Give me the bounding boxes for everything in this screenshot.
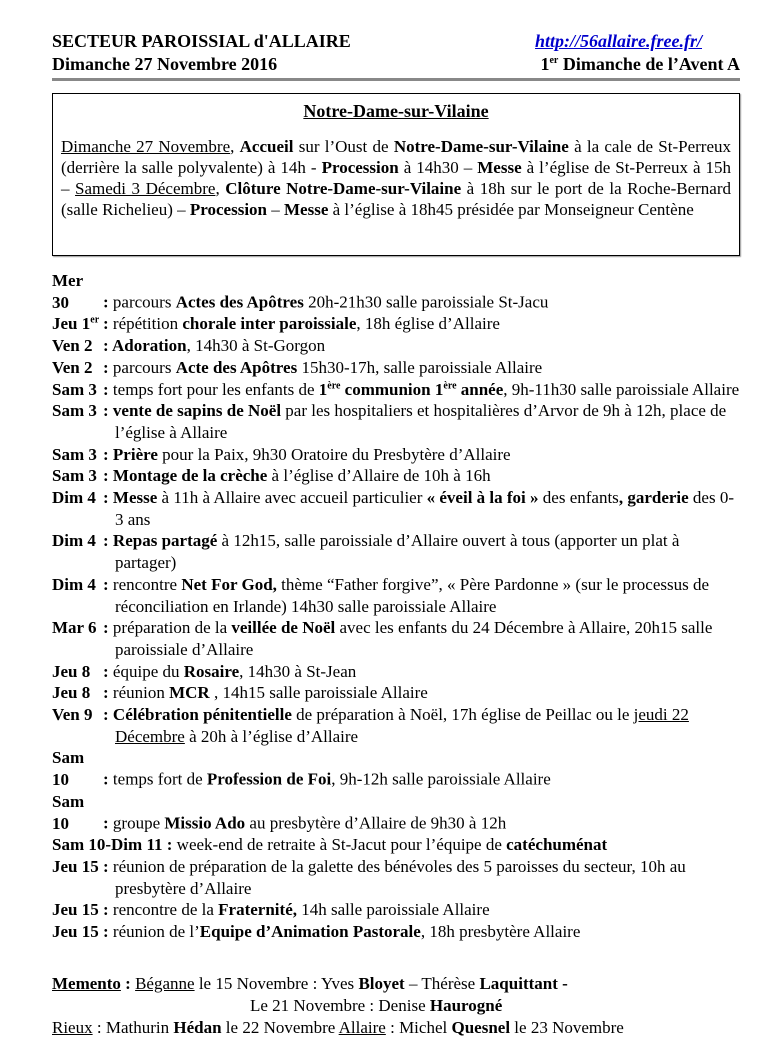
- text-segment: Procession: [189, 200, 267, 219]
- text-segment: Profession de Foi: [206, 770, 332, 790]
- text-segment: Allaire: [338, 1017, 386, 1037]
- text-segment: année: [456, 379, 504, 399]
- entry-day: [52, 444, 103, 466]
- entry-day: [52, 899, 103, 921]
- entry-day-text: Sam 3: [52, 444, 97, 464]
- text-segment: parcours: [112, 292, 176, 312]
- text-segment: Clôture Notre-Dame-sur-Vilaine: [225, 179, 462, 198]
- entry-day-text: Jeu 15: [52, 922, 99, 942]
- schedule-entry: [52, 682, 740, 704]
- separator: :: [103, 574, 113, 594]
- entry-day: [52, 921, 103, 943]
- text-segment: Adoration: [111, 336, 187, 356]
- text-segment: préparation de la: [112, 618, 232, 638]
- separator: :: [103, 813, 113, 833]
- schedule-entry: [52, 444, 740, 466]
- text-segment: , 18h presbytère Allaire: [420, 922, 581, 942]
- entry-day: [52, 357, 103, 379]
- text-segment: à la cale de St-Perreux (derrière la salle polyvalente) à 14h -: [61, 137, 732, 177]
- entry-day-text: Jeu 15: [52, 900, 99, 920]
- text-segment: à 11h à Allaire avec accueil particulier: [157, 488, 427, 508]
- text-segment: parcours: [112, 357, 176, 377]
- text-segment: ,: [618, 488, 624, 508]
- schedule-entry: [52, 400, 740, 443]
- entry-day-text: Jeu 15: [52, 856, 99, 876]
- separator: :: [103, 661, 113, 681]
- separator: :: [103, 922, 113, 942]
- text-segment: ère: [443, 379, 457, 391]
- text-segment: , 9h-11h30 salle paroissiale Allaire: [503, 379, 740, 399]
- text-segment: à l’église à 18h45 présidée par Monseigneur Centène: [328, 200, 694, 219]
- separator: :: [103, 705, 113, 725]
- text-segment: :: [120, 973, 136, 993]
- entry-day-text: Ven 2: [52, 336, 93, 356]
- text-segment: au presbytère d’Allaire de 9h30 à 12h: [245, 813, 507, 833]
- entry-day-text: Sam 10: [52, 791, 85, 833]
- notre-dame-sur-vilaine-box: [52, 93, 740, 256]
- text-segment: Net For God,: [181, 574, 277, 594]
- text-segment: Montage de la crèche: [112, 466, 268, 486]
- text-segment: –: [267, 200, 284, 219]
- schedule-entry: [52, 617, 740, 660]
- text-segment: veillée de Noël: [231, 618, 336, 638]
- text-segment: , 9h-12h salle paroissiale Allaire: [331, 770, 551, 790]
- text-segment: week-end de retraite à St-Jacut pour l’équipe de: [176, 835, 507, 855]
- entry-day: [52, 747, 103, 790]
- entry-day-text: Dim 4: [52, 531, 96, 551]
- ordinal-number: 1: [540, 54, 550, 74]
- text-segment: le 15 Novembre : Yves: [194, 973, 359, 993]
- text-segment: garderie: [627, 488, 689, 508]
- text-segment: Equipe d’Animation Pastorale: [199, 922, 421, 942]
- website-link[interactable]: http://56allaire.free.fr/: [535, 31, 702, 51]
- text-segment: Quesnel: [451, 1017, 511, 1037]
- text-segment: Samedi 3 Décembre: [75, 179, 216, 198]
- entry-day: [52, 617, 103, 639]
- text-segment: Hédan: [173, 1017, 222, 1037]
- text-segment: Repas partagé: [112, 531, 218, 551]
- text-segment: Fraternité,: [218, 900, 297, 920]
- entry-day: [52, 574, 103, 596]
- text-segment: à 12h15, salle paroissiale d’Allaire ouvert à tous (apporter un plat à partager): [115, 531, 680, 573]
- schedule-entry: [52, 465, 740, 487]
- separator: :: [103, 466, 113, 486]
- entry-day: [52, 270, 103, 313]
- entry-day-text: Jeu 1: [52, 314, 91, 334]
- schedule-entry: [52, 747, 740, 790]
- separator: :: [103, 401, 113, 421]
- text-segment: communion 1: [340, 379, 444, 399]
- schedule-entry: [52, 704, 740, 747]
- text-segment: 15h30-17h, salle paroissiale Allaire: [297, 357, 543, 377]
- entry-day: [52, 335, 103, 357]
- text-segment: réunion de l’: [112, 922, 200, 942]
- schedule-entry: [52, 530, 740, 573]
- entry-day-text: Sam 10: [52, 748, 85, 790]
- schedule-list: [52, 270, 740, 943]
- entry-day: [52, 704, 103, 726]
- text-segment: Accueil: [239, 137, 294, 156]
- schedule-entry: [52, 791, 740, 834]
- memento-line: [52, 1017, 740, 1039]
- text-segment: : Michel: [385, 1017, 452, 1037]
- entry-day-text: Mar 6: [52, 618, 97, 638]
- text-segment: , 14h30 à St-Gorgon: [186, 336, 326, 356]
- text-segment: Actes des Apôtres: [175, 292, 304, 312]
- schedule-entry: [52, 313, 740, 335]
- schedule-entry: [52, 856, 740, 899]
- separator: :: [103, 314, 113, 334]
- text-segment: de préparation à Noël, 17h église de Peillac ou le: [291, 705, 634, 725]
- text-segment: temps fort pour les enfants de: [112, 379, 319, 399]
- text-segment: rencontre de la: [112, 900, 219, 920]
- separator: :: [103, 444, 113, 464]
- entry-day: [52, 313, 103, 335]
- text-segment: Messe: [477, 158, 522, 177]
- text-segment: Missio Ado: [164, 813, 246, 833]
- schedule-entry: [52, 487, 740, 530]
- text-segment: le 23 Novembre: [510, 1017, 624, 1037]
- memento-line: [52, 973, 740, 995]
- text-segment: 14h salle paroissiale Allaire: [297, 900, 490, 920]
- text-segment: Messe: [112, 488, 158, 508]
- entry-day: [52, 791, 103, 834]
- header-divider: [52, 78, 740, 81]
- text-segment: jeudi 22 Décembre: [115, 705, 689, 746]
- text-segment: Procession: [321, 158, 399, 177]
- text-segment: à 14h30 –: [398, 158, 478, 177]
- separator: :: [103, 770, 113, 790]
- entry-day: [52, 379, 103, 401]
- schedule-entry: [52, 335, 740, 357]
- entry-day: [52, 530, 103, 552]
- liturgical-sunday: [540, 53, 740, 76]
- schedule-entry: [52, 661, 740, 683]
- text-segment: à l’église d’Allaire de 10h à 16h: [267, 466, 491, 486]
- text-segment: réunion de préparation de la galette des bénévoles des 5 paroisses du secteur, 10h au presbytère d’Allaire: [112, 856, 686, 898]
- text-segment: répétition: [112, 314, 183, 334]
- separator: :: [103, 357, 113, 377]
- text-segment: des 0-3 ans: [115, 488, 734, 529]
- entry-day-text: Dim 4: [52, 488, 96, 508]
- text-segment: le 22 Novembre: [221, 1017, 339, 1037]
- text-segment: Dimanche 27 Novembre: [61, 137, 231, 156]
- parish-sector-title: SECTEUR PAROISSIAL d'ALLAIRE: [52, 31, 351, 51]
- box-title: Notre-Dame-sur-Vilaine: [303, 101, 489, 121]
- entry-day-text: Ven 9: [52, 705, 93, 725]
- text-segment: : Mathurin: [92, 1017, 174, 1037]
- text-segment: à 20h à l’église d’Allaire: [184, 726, 359, 746]
- schedule-entry: [52, 574, 740, 617]
- text-segment: Célébration pénitentielle: [112, 705, 292, 725]
- text-segment: groupe: [112, 813, 165, 833]
- entry-day: [52, 661, 103, 683]
- entry-day-text: Sam 10-Dim 11: [52, 835, 163, 855]
- separator: :: [103, 531, 113, 551]
- entry-day: [52, 487, 103, 509]
- text-segment: MCR: [169, 683, 210, 703]
- schedule-entry: [52, 357, 740, 379]
- entry-day-text: Dim 4: [52, 574, 96, 594]
- entry-day-text: Sam 3: [52, 466, 97, 486]
- separator: :: [103, 379, 113, 399]
- text-segment: pour la Paix, 9h30 Oratoire du Presbytère d’Allaire: [157, 444, 511, 464]
- text-segment: Messe: [284, 200, 329, 219]
- separator: :: [103, 336, 112, 356]
- separator: :: [162, 835, 177, 855]
- entry-day: [52, 856, 103, 878]
- text-segment: 1: [318, 379, 328, 399]
- schedule-entry: [52, 834, 740, 856]
- separator: :: [103, 618, 113, 638]
- text-segment: Memento: [52, 973, 121, 993]
- box-paragraph: [61, 136, 731, 220]
- text-segment: équipe du: [112, 661, 184, 681]
- text-segment: , 18h église d’Allaire: [356, 314, 500, 334]
- text-segment: ,: [215, 179, 226, 198]
- bulletin-date: Dimanche 27 Novembre 2016: [52, 54, 278, 74]
- text-segment: à 18h sur le port de la Roche-Bernard (salle Richelieu) –: [61, 179, 732, 219]
- text-segment: chorale inter paroissiale: [182, 314, 357, 334]
- text-segment: Haurogné: [429, 995, 503, 1015]
- liturgical-sunday-label: Dimanche de l’Avent A: [558, 54, 740, 74]
- text-segment: ère: [327, 379, 341, 391]
- entry-day: [52, 682, 103, 704]
- text-segment: des enfants: [538, 488, 619, 508]
- entry-day: [52, 465, 103, 487]
- text-segment: Acte des Apôtres: [175, 357, 298, 377]
- entry-day-text: Jeu 8: [52, 661, 91, 681]
- text-segment: catéchuménat: [506, 835, 608, 855]
- text-segment: Prière: [112, 444, 158, 464]
- ordinal-suffix: er: [549, 55, 559, 66]
- entry-day-text: Ven 2: [52, 357, 93, 377]
- text-segment: vente de sapins de Noël: [112, 401, 282, 421]
- text-segment: temps fort de: [112, 770, 207, 790]
- entry-day: [52, 834, 163, 856]
- text-segment: , 14h30 à St-Jean: [239, 661, 357, 681]
- schedule-entry: [52, 379, 740, 401]
- entry-day-text: Sam 3: [52, 401, 97, 421]
- schedule-entry: [52, 921, 740, 943]
- text-segment: rencontre: [112, 574, 182, 594]
- text-segment: Le 21 Novembre : Denise: [250, 995, 430, 1015]
- text-segment: ,: [230, 137, 240, 156]
- entry-day-suffix: er: [90, 314, 100, 326]
- text-segment: 20h-21h30 salle paroissiale St-Jacu: [303, 292, 549, 312]
- text-segment: « éveil à la foi »: [426, 488, 539, 508]
- text-segment: réunion: [112, 683, 170, 703]
- text-segment: , 14h15 salle paroissiale Allaire: [209, 683, 428, 703]
- separator: :: [103, 856, 113, 876]
- schedule-entry: [52, 899, 740, 921]
- text-segment: par les hospitaliers et hospitalières d’Arvor de 9h à 12h, place de l’église à Allaire: [115, 401, 727, 442]
- text-segment: Notre-Dame-sur-Vilaine: [393, 137, 569, 156]
- text-segment: à l’église de St-Perreux à 15h –: [61, 158, 732, 198]
- memento-section: [52, 973, 740, 1039]
- entry-day-text: Sam 3: [52, 379, 97, 399]
- separator: :: [103, 292, 113, 312]
- text-segment: thème “Father forgive”, « Père Pardonne » (sur le processus de réconciliation en Irlande) 14h30 salle paroissiale Allaire: [115, 574, 710, 616]
- text-segment: Bloyet: [358, 973, 405, 993]
- entry-day-text: Mer 30: [52, 271, 83, 312]
- text-segment: Rosaire: [183, 661, 240, 681]
- schedule-entry: [52, 270, 740, 313]
- entry-day: [52, 400, 103, 422]
- separator: :: [103, 900, 113, 920]
- bulletin-header: [52, 30, 740, 76]
- text-segment: – Thérèse: [404, 973, 480, 993]
- entry-day-text: Jeu 8: [52, 683, 91, 703]
- separator: :: [103, 488, 113, 508]
- text-segment: Rieux: [52, 1017, 93, 1037]
- text-segment: Béganne: [135, 973, 195, 993]
- separator: :: [103, 683, 113, 703]
- text-segment: Laquittant -: [479, 973, 568, 993]
- text-segment: sur l’Oust de: [293, 137, 394, 156]
- text-segment: avec les enfants du 24 Décembre à Allaire, 20h15 salle paroissiale d’Allaire: [115, 618, 713, 659]
- memento-line: [52, 995, 740, 1017]
